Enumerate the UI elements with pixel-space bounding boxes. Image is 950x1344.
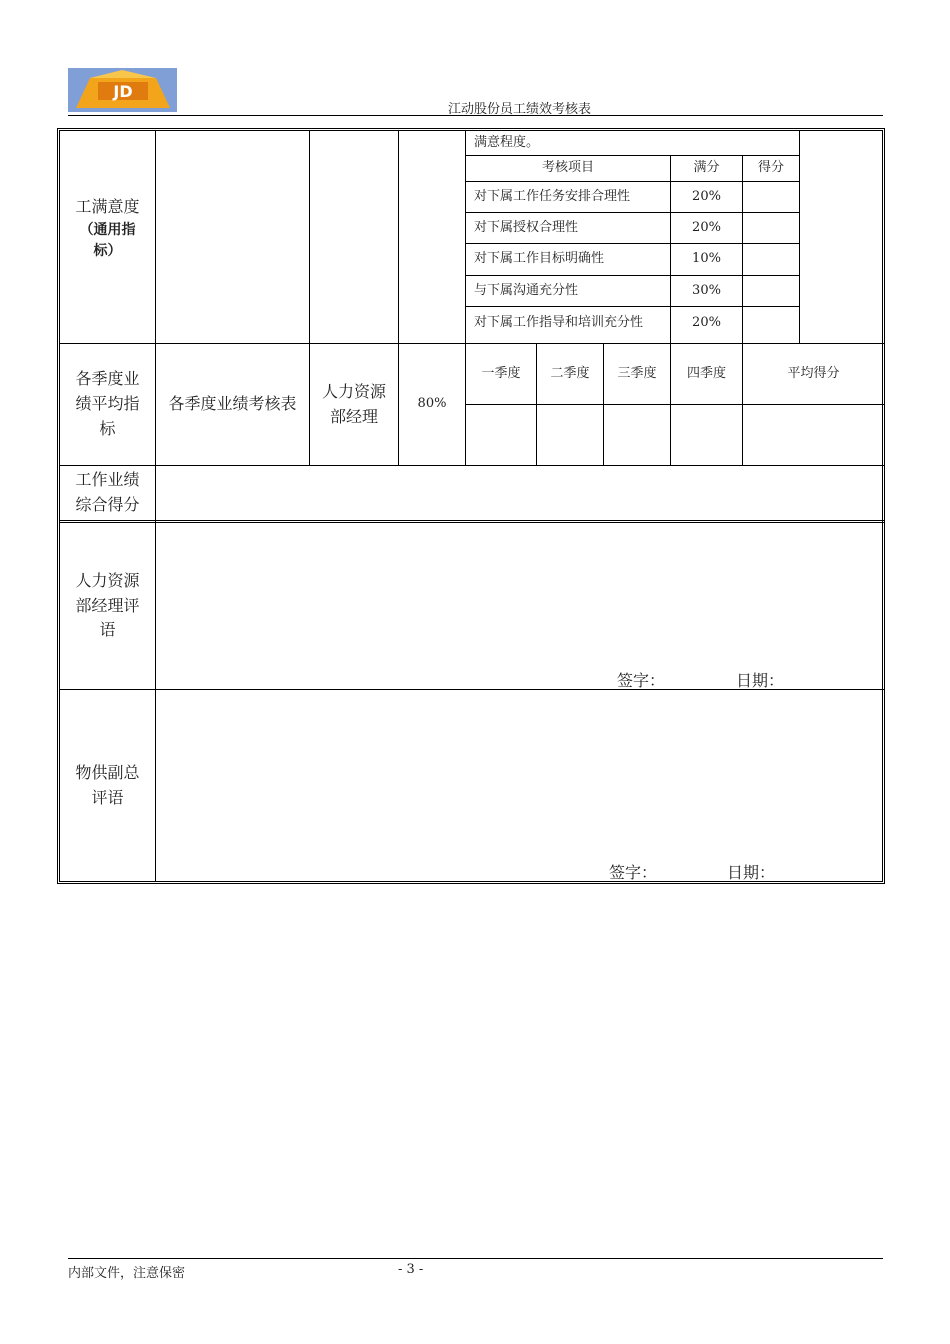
item-name: 与下属沟通充分性 (474, 282, 579, 298)
item-name: 对下属授权合理性 (474, 219, 579, 235)
item-full-score: 20% (692, 315, 721, 331)
hr-comment-field[interactable] (156, 523, 884, 663)
average-score-field[interactable] (743, 405, 884, 465)
subtable-header-item: 考核项目 (541, 160, 594, 176)
satisfaction-note: 满意程度。 (474, 134, 540, 150)
company-logo (68, 68, 177, 112)
satisfaction-label (60, 195, 155, 263)
quarter-header: 一季度 (481, 366, 521, 382)
quarterly-label-line: 各季度业 (75, 369, 140, 389)
quarterly-weight: 80% (417, 396, 447, 412)
item-full-score: 30% (692, 282, 721, 298)
total-score-field[interactable] (156, 466, 884, 520)
evaluator-line: 部经理 (329, 406, 378, 426)
evaluator-line: 人力资源 (321, 381, 386, 401)
total-score-label (60, 466, 155, 520)
svg-text:JD: JD (113, 82, 133, 101)
quarterly-source: 各季度业绩考核表 (168, 394, 297, 414)
quarter-score-field[interactable] (537, 405, 603, 465)
satisfaction-label-general-1: （通用指 (79, 221, 136, 238)
hr-label-line: 部经理评 (75, 595, 140, 615)
item-name: 对下属工作指导和培训充分性 (474, 315, 644, 331)
quarter-header: 二季度 (550, 366, 590, 382)
quarter-score-field[interactable] (604, 405, 670, 465)
total-label-line: 综合得分 (75, 495, 140, 514)
page-number: - 3 - (398, 1262, 424, 1277)
header-divider (68, 115, 883, 116)
quarterly-label (60, 344, 155, 465)
item-score-field[interactable] (743, 276, 799, 306)
vp-sign-label: 签字： (609, 863, 658, 882)
hr-comment-label (60, 523, 155, 689)
quarter-score-field[interactable] (466, 405, 536, 465)
item-score-field[interactable] (743, 182, 799, 212)
vp-label-line: 评语 (91, 788, 124, 807)
quarter-score-field[interactable] (671, 405, 742, 465)
satisfaction-label-text: 工满意度 (75, 197, 140, 216)
subtable-header-full: 满分 (693, 160, 720, 176)
vp-comment-field[interactable] (156, 690, 884, 850)
quarterly-evaluator (310, 344, 398, 465)
vp-date-label: 日期： (727, 863, 776, 882)
item-name: 对下属工作目标明确性 (474, 251, 605, 267)
quarterly-label-line: 标 (99, 418, 116, 438)
average-score-header: 平均得分 (787, 366, 840, 382)
header-title: 江动股份员工绩效考核表 (448, 102, 592, 117)
vp-comment-label (60, 690, 155, 882)
quarter-header: 四季度 (686, 366, 726, 382)
column-divider (799, 131, 800, 343)
hr-date-label: 日期： (736, 671, 785, 690)
vp-label-line: 物供副总 (75, 763, 140, 783)
hr-label-line: 人力资源 (75, 570, 140, 590)
satisfaction-label-general-2: 标） (93, 243, 122, 260)
subtable-header-score: 得分 (757, 160, 784, 176)
item-name: 对下属工作任务安排合理性 (474, 188, 631, 204)
quarter-header: 三季度 (617, 366, 657, 382)
item-full-score: 20% (692, 188, 721, 204)
quarterly-label-line: 绩平均指 (75, 394, 140, 414)
item-full-score: 10% (692, 251, 721, 267)
item-score-field[interactable] (743, 307, 799, 340)
item-score-field[interactable] (743, 244, 799, 275)
footer-confidential: 内部文件，注意保密 (68, 1266, 186, 1281)
item-full-score: 20% (692, 219, 721, 235)
total-label-line: 工作业绩 (75, 470, 140, 490)
hr-sign-label: 签字： (617, 671, 666, 690)
hr-label-line: 语 (99, 620, 116, 640)
item-score-field[interactable] (743, 213, 799, 243)
footer-divider (68, 1258, 883, 1259)
